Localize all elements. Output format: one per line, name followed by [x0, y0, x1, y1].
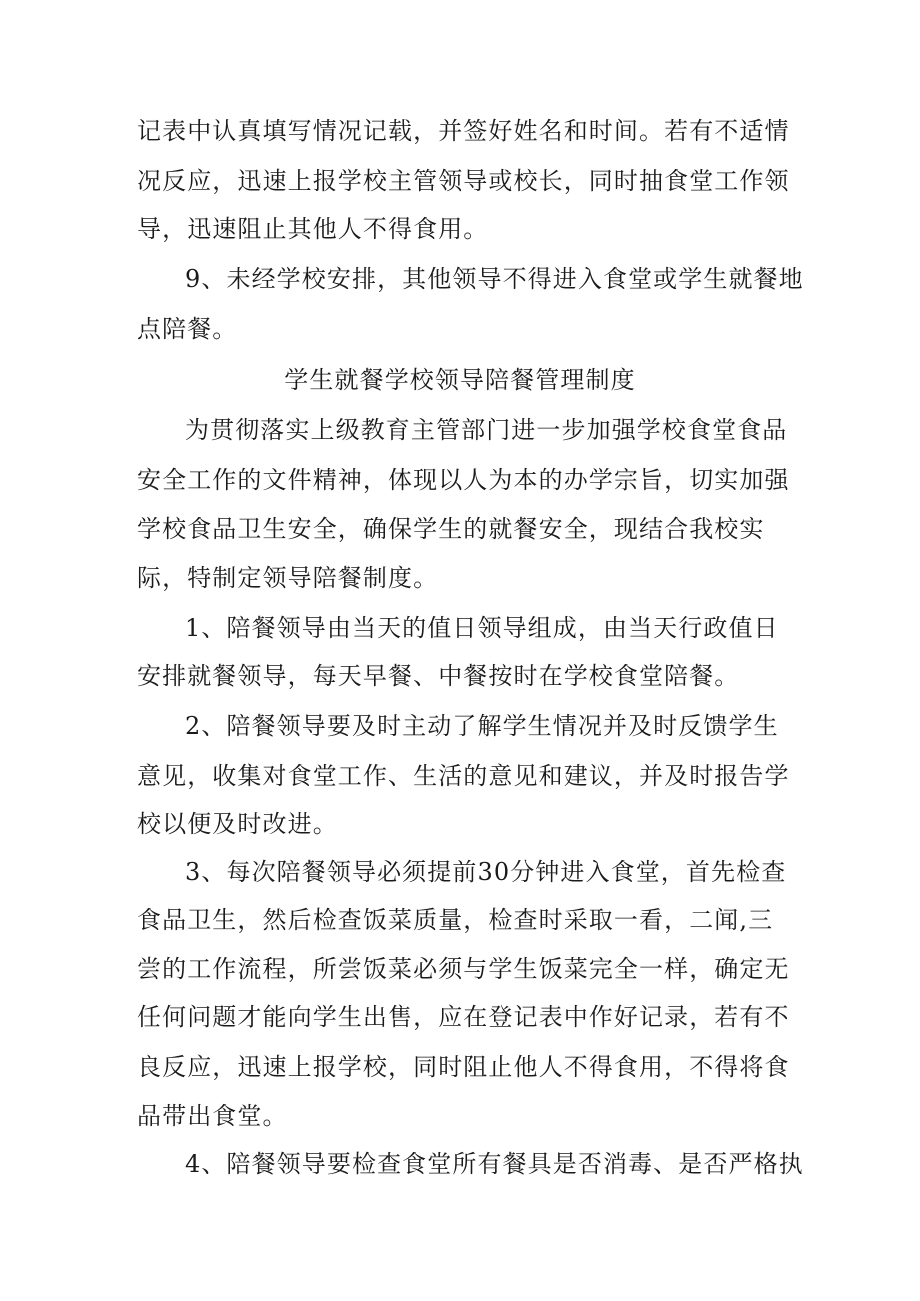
paragraph-2-start: 2、陪餐领导要及时主动了解学生情况并及时反馈学生 [185, 712, 779, 740]
text-line: 记表中认真填写情况记载，并签好姓名和时间。若有不适情 [137, 117, 790, 145]
text-line: 导，迅速阻止其他人不得食用。 [137, 215, 489, 243]
text-line: 校以便及时改进。 [137, 810, 338, 838]
intro-paragraph-start: 为贯彻落实上级教育主管部门进一步加强学校食堂食品 [185, 416, 788, 444]
text-line: 点陪餐。 [137, 315, 238, 343]
text-line: 际，特制定领导陪餐制度。 [137, 564, 439, 592]
text-line: 况反应，迅速上报学校主管领导或校长，同时抽食堂工作领 [137, 167, 790, 195]
paragraph-4-start: 4、陪餐领导要检查食堂所有餐具是否消毒、是否严格执 [185, 1150, 804, 1178]
text-line: 任何问题才能向学生出售，应在登记表中作好记录，若有不 [137, 1003, 790, 1031]
text-line: 意见，收集对食堂工作、生活的意见和建议，并及时报告学 [137, 762, 790, 790]
text-line: 品带出食堂。 [137, 1102, 288, 1130]
paragraph-9-start: 9、未经学校安排，其他领导不得进入食堂或学生就餐地 [185, 265, 804, 293]
section-title: 学生就餐学校领导陪餐管理制度 [284, 366, 636, 394]
text-line: 学校食品卫生安全，确保学生的就餐安全，现结合我校实 [137, 515, 765, 543]
text-line: 安全工作的文件精神，体现以人为本的办学宗旨，切实加强 [137, 466, 790, 494]
text-line: 尝的工作流程，所尝饭菜必须与学生饭菜完全一样，确定无 [137, 955, 790, 983]
paragraph-3-start: 3、每次陪餐领导必须提前30分钟进入食堂，首先检查 [185, 858, 787, 886]
text-line: 安排就餐领导，每天早餐、中餐按时在学校食堂陪餐。 [137, 662, 740, 690]
text-line: 食品卫生，然后检查饭菜质量，检查时采取一看，二闻,三 [137, 906, 774, 934]
paragraph-1-start: 1、陪餐领导由当天的值日领导组成，由当天行政值日 [185, 614, 779, 642]
text-line: 良反应，迅速上报学校，同时阻止他人不得食用，不得将食 [137, 1053, 790, 1081]
